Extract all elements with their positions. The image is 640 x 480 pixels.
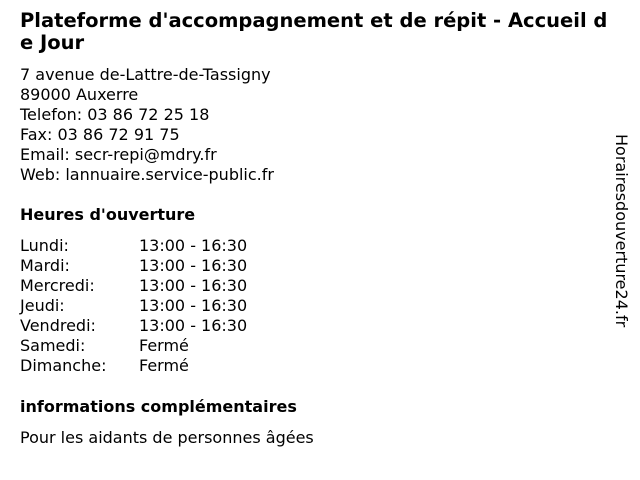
hours-row-tuesday	[20, 256, 620, 276]
day-hours: 13:00 - 16:30	[139, 236, 248, 255]
day-hours: 13:00 - 16:30	[139, 256, 248, 275]
hours-row-monday	[20, 236, 620, 256]
phone-number: Telefon: 03 86 72 25 18	[20, 105, 210, 124]
additional-info-heading: informations complémentaires	[20, 397, 297, 416]
street-address: 7 avenue de-Lattre-de-Tassigny	[20, 65, 271, 84]
page-title: Plateforme d'accompagnement et de répit - Accueil de Jour	[20, 9, 608, 54]
day-label: Jeudi:	[20, 296, 65, 315]
address-block	[20, 65, 620, 185]
day-hours: 13:00 - 16:30	[139, 276, 248, 295]
day-label: Vendredi:	[20, 316, 96, 335]
day-label: Mardi:	[20, 256, 70, 275]
site-watermark: Horairesdouverture24.fr	[612, 134, 631, 328]
hours-row-sunday	[20, 356, 620, 376]
fax-number: Fax: 03 86 72 91 75	[20, 125, 180, 144]
city-postal-code: 89000 Auxerre	[20, 85, 139, 104]
day-label: Samedi:	[20, 336, 86, 355]
opening-hours-heading: Heures d'ouverture	[20, 205, 196, 224]
day-hours: 13:00 - 16:30	[139, 296, 248, 315]
day-label: Mercredi:	[20, 276, 95, 295]
hours-row-friday	[20, 316, 620, 336]
email-address: Email: secr-repi@mdry.fr	[20, 145, 217, 164]
content-area	[20, 10, 620, 448]
opening-hours-table	[20, 236, 620, 376]
website-link: Web: lannuaire.service-public.fr	[20, 165, 274, 184]
day-hours: Fermé	[139, 356, 189, 375]
hours-row-wednesday	[20, 276, 620, 296]
additional-info-text: Pour les aidants de personnes âgées	[20, 428, 314, 447]
day-hours: 13:00 - 16:30	[139, 316, 248, 335]
day-hours: Fermé	[139, 336, 189, 355]
day-label: Lundi:	[20, 236, 69, 255]
day-label: Dimanche:	[20, 356, 107, 375]
hours-row-thursday	[20, 296, 620, 316]
hours-row-saturday	[20, 336, 620, 356]
